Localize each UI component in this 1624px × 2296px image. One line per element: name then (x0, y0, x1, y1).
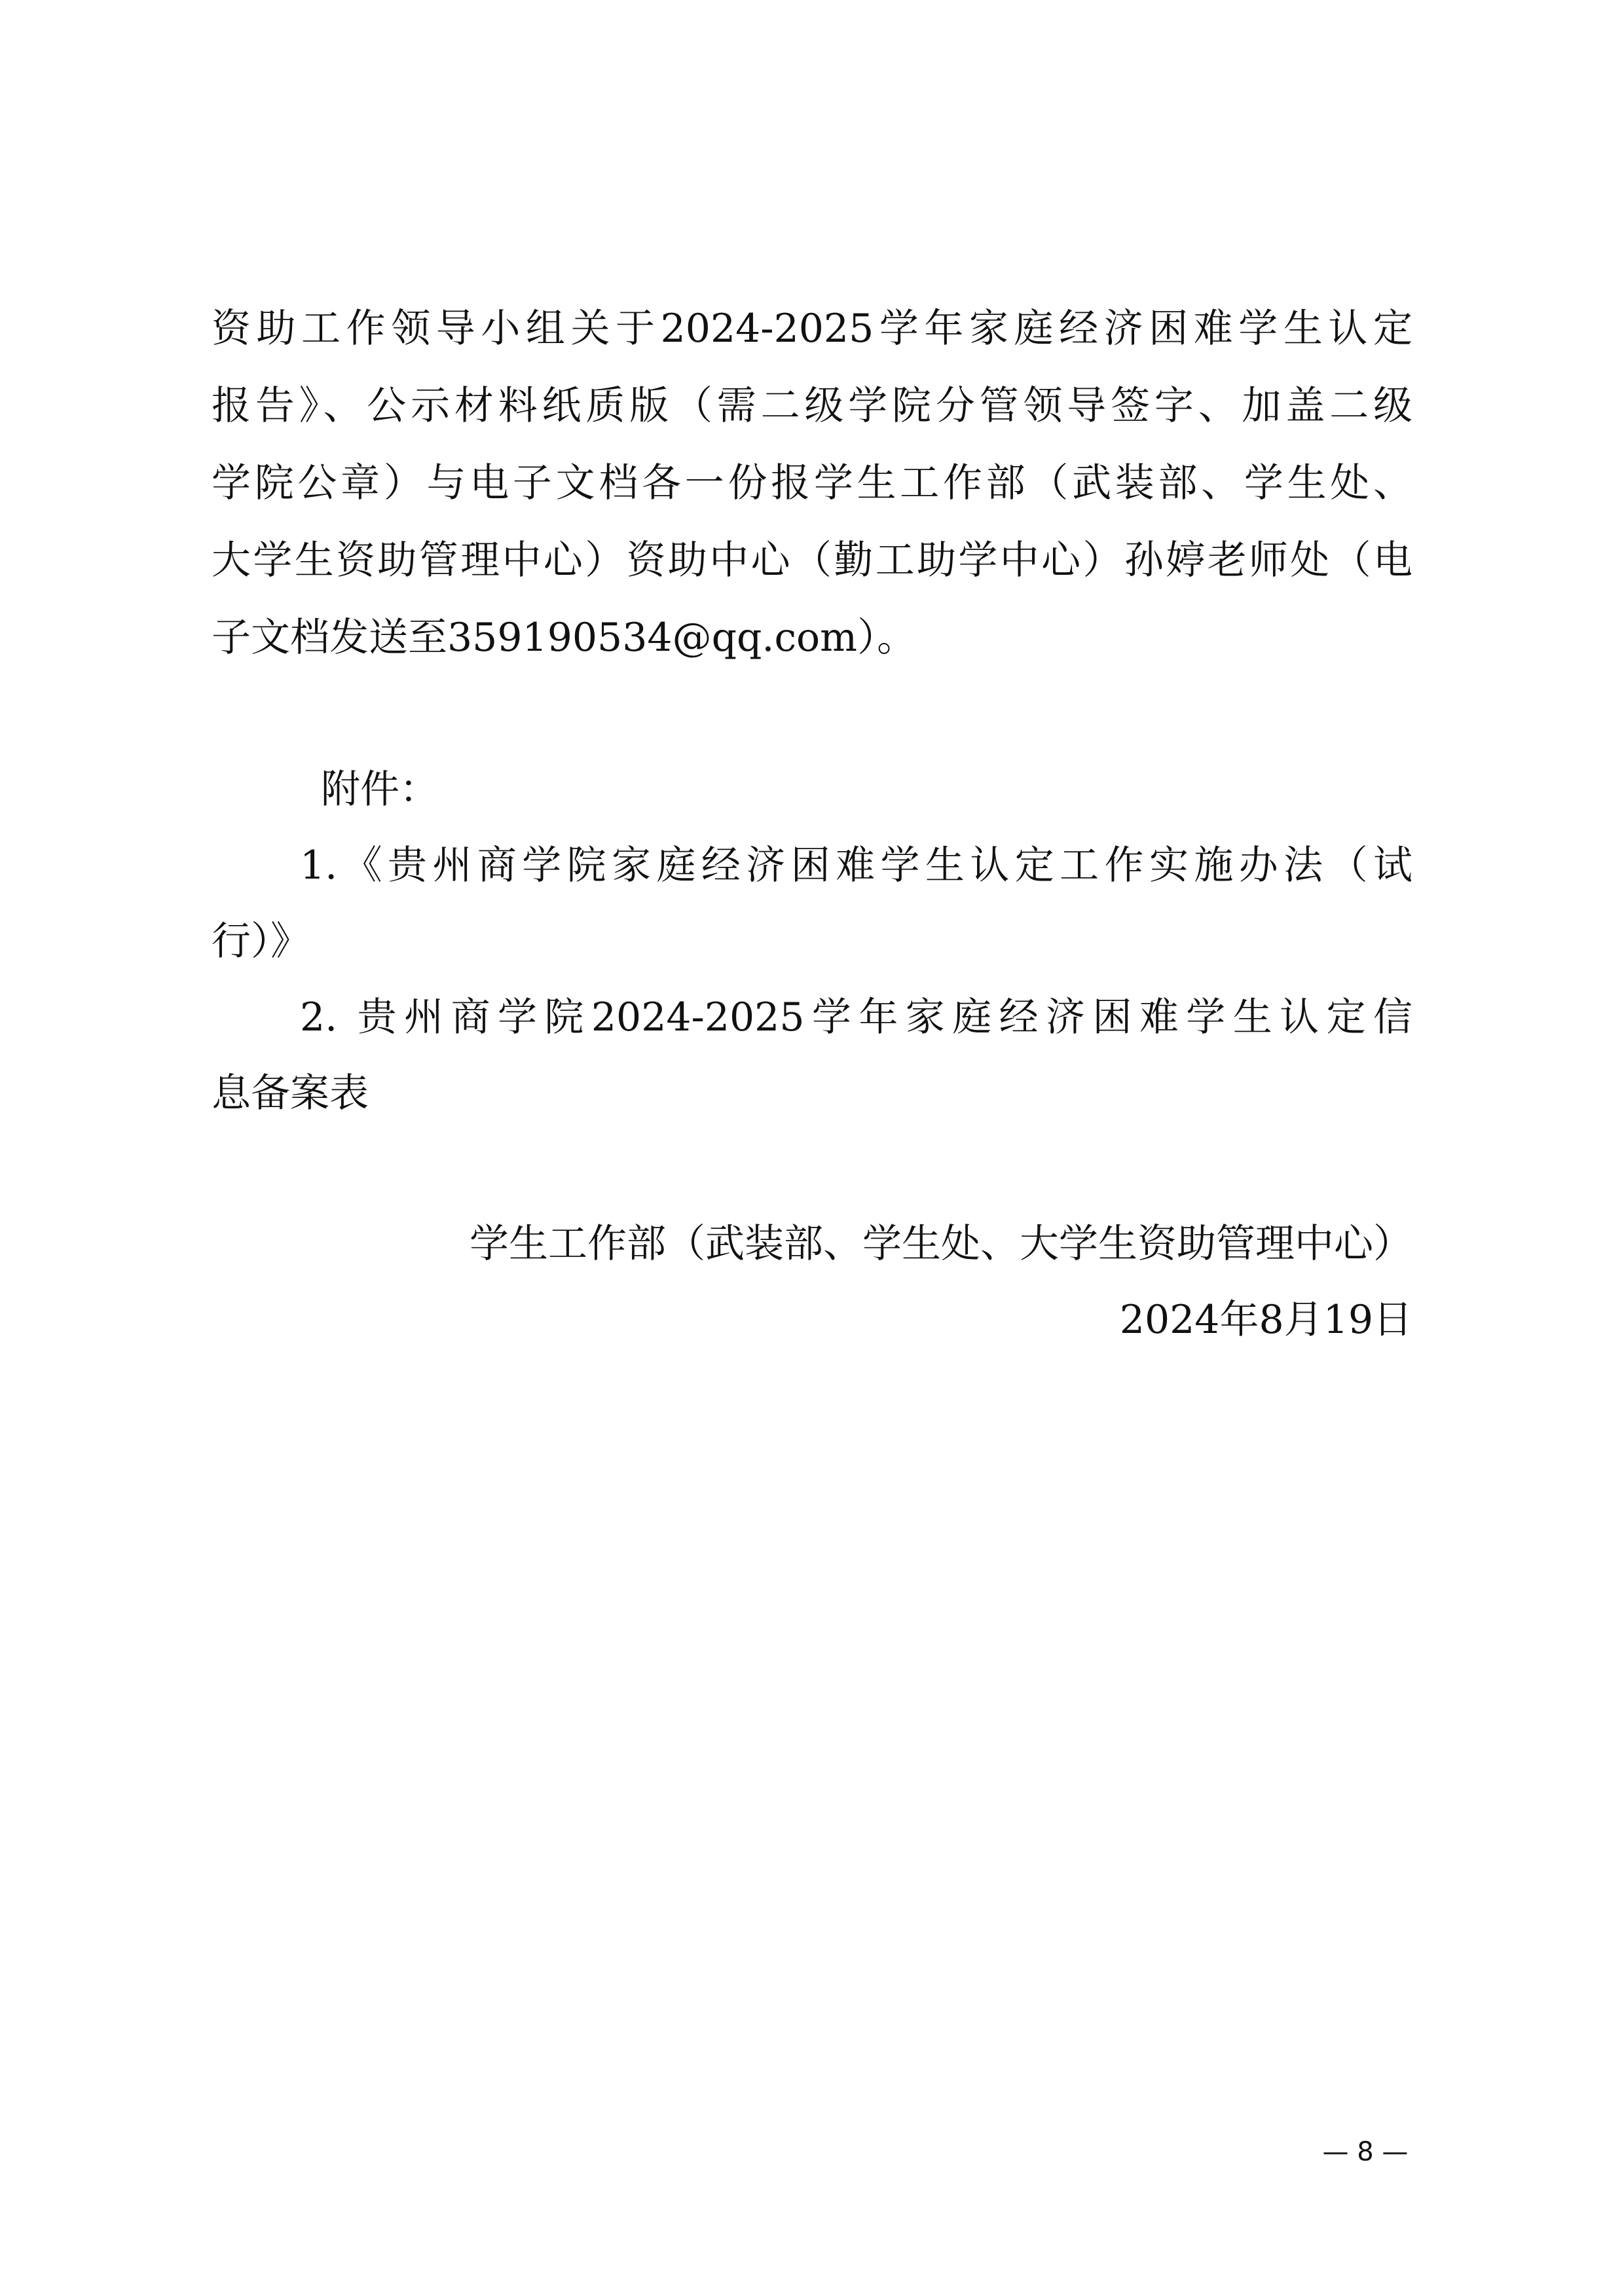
attachment-2-line-1: 2. 贵州商学院2024-2025学年家庭经济困难学生认定信 (300, 994, 1412, 1040)
body-line-2: 报告》、公示材料纸质版（需二级学院分管领导签字、加盖二级 (212, 383, 1412, 429)
issue-date: 2024年8月19日 (1119, 1297, 1412, 1343)
attachment-1-line-2: 行）》 (212, 919, 310, 964)
attachments-heading: 附件： (321, 767, 439, 812)
body-line-1: 资助工作领导小组关于2024-2025学年家庭经济困难学生认定 (212, 306, 1412, 352)
page-number: — 8 — (1322, 2137, 1409, 2167)
attachment-1-line-1: 1.《贵州商学院家庭经济困难学生认定工作实施办法（试 (300, 843, 1412, 888)
body-line-4: 大学生资助管理中心）资助中心（勤工助学中心）孙婷老师处（电 (212, 538, 1412, 583)
body-line-5: 子文档发送至359190534@qq.com）。 (212, 615, 917, 661)
issuer-signature: 学生工作部（武装部、学生处、大学生资助管理中心） (470, 1221, 1412, 1267)
body-line-3: 学院公章）与电子文档各一份报学生工作部（武装部、学生处、 (212, 460, 1412, 506)
attachment-2-line-2: 息备案表 (212, 1070, 369, 1116)
